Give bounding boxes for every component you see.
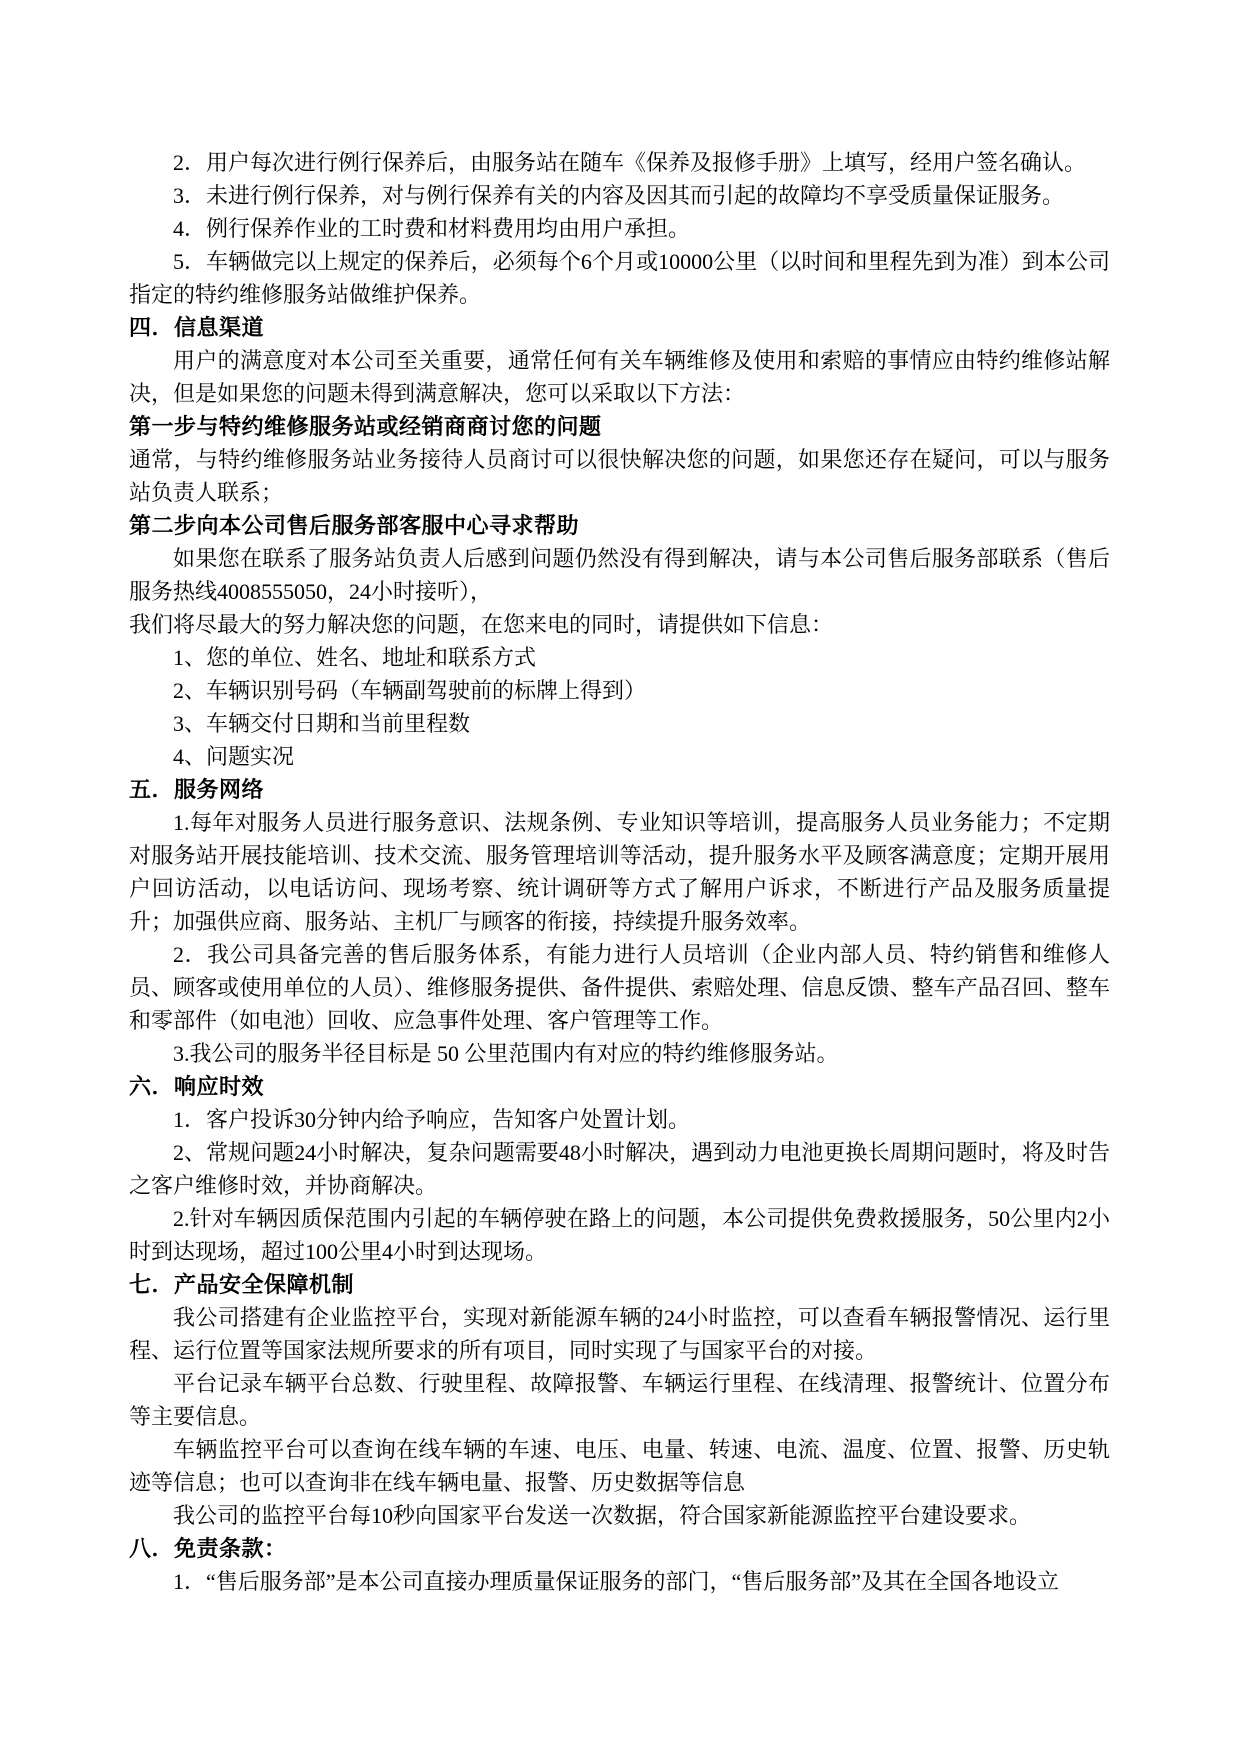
section-heading: 六．响应时效 (129, 1074, 265, 1099)
paragraph: 我公司搭建有企业监控平台，实现对新能源车辆的24小时监控，可以查看车辆报警情况、运行里程、运行位置等国家法规所要求的所有项目，同时实现了与国家平台的对接。 (129, 1305, 1110, 1363)
paragraph: 1.每年对服务人员进行服务意识、法规条例、专业知识等培训，提高服务人员业务能力；不定期对服务站开展技能培训、技术交流、服务管理培训等活动，提升服务水平及顾客满意度；定期开展用户回访活动，以电话访问、现场考察、统计调研等方式了解用户诉求，不断进行产品及服务质量提升；加强供应商、服务站、主机厂与顾客的衔接，持续提升服务效率。 (129, 810, 1110, 934)
paragraph: 用户的满意度对本公司至关重要，通常任何有关车辆维修及使用和索赔的事情应由特约维修站解决，但是如果您的问题未得到满意解决，您可以采取以下方法： (129, 348, 1110, 406)
paragraph: 3、车辆交付日期和当前里程数 (173, 711, 471, 736)
paragraph: 2.针对车辆因质保范围内引起的车辆停驶在路上的问题，本公司提供免费救援服务，50公里内2小时到达现场，超过100公里4小时到达现场。 (129, 1206, 1110, 1264)
paragraph: 如果您在联系了服务站负责人后感到问题仍然没有得到解决，请与本公司售后服务部联系（售后服务热线4008555050，24小时接听）， (129, 546, 1110, 604)
paragraph: 平台记录车辆平台总数、行驶里程、故障报警、车辆运行里程、在线清理、报警统计、位置分布等主要信息。 (129, 1371, 1110, 1429)
paragraph: 车辆监控平台可以查询在线车辆的车速、电压、电量、转速、电流、温度、位置、报警、历史轨迹等信息；也可以查询非在线车辆电量、报警、历史数据等信息 (129, 1437, 1110, 1495)
section-heading: 八．免责条款： (129, 1536, 287, 1561)
paragraph: 3.我公司的服务半径目标是 50 公里范围内有对应的特约维修服务站。 (173, 1041, 839, 1066)
paragraph: 通常，与特约维修服务站业务接待人员商讨可以很快解决您的问题，如果您还存在疑问，可以与服务站负责人联系； (129, 447, 1110, 505)
paragraph: 我们将尽最大的努力解决您的问题，在您来电的同时，请提供如下信息： (129, 612, 834, 637)
paragraph: 1、您的单位、姓名、地址和联系方式 (173, 645, 537, 670)
paragraph: 2．用户每次进行例行保养后，由服务站在随车《保养及报修手册》上填写，经用户签名确认。 (173, 150, 1087, 175)
paragraph: 2、车辆识别号码（车辆副驾驶前的标牌上得到） (173, 678, 647, 703)
section-heading: 七．产品安全保障机制 (129, 1272, 355, 1297)
step-heading: 第一步与特约维修服务站或经销商商讨您的问题 (129, 414, 602, 439)
paragraph: 4、问题实况 (173, 744, 295, 769)
paragraph: 我公司的监控平台每10秒向国家平台发送一次数据，符合国家新能源监控平台建设要求。 (173, 1503, 1032, 1528)
paragraph: 3．未进行例行保养，对与例行保养有关的内容及因其而引起的故障均不享受质量保证服务。 (173, 183, 1065, 208)
paragraph: 5．车辆做完以上规定的保养后，必须每个6个月或10000公里（以时间和里程先到为准）到本公司指定的特约维修服务站做维护保养。 (129, 249, 1110, 307)
section-heading: 五．服务网络 (129, 777, 265, 802)
paragraph: 1．“售后服务部”是本公司直接办理质量保证服务的部门，“售后服务部”及其在全国各地设立 (173, 1569, 1060, 1594)
document-content (129, 146, 1110, 1598)
section-heading: 四．信息渠道 (129, 315, 265, 340)
paragraph: 1．客户投诉30分钟内给予响应，告知客户处置计划。 (173, 1107, 691, 1132)
paragraph: 2、常规问题24小时解决，复杂问题需要48小时解决，遇到动力电池更换长周期问题时，将及时告之客户维修时效，并协商解决。 (129, 1140, 1110, 1198)
paragraph: 2．我公司具备完善的售后服务体系，有能力进行人员培训（企业内部人员、特约销售和维修人员、顾客或使用单位的人员）、维修服务提供、备件提供、索赔处理、信息反馈、整车产品召回、整车和零部件（如电池）回收、应急事件处理、客户管理等工作。 (129, 942, 1110, 1033)
paragraph: 4．例行保养作业的工时费和材料费用均由用户承担。 (173, 216, 691, 241)
step-heading: 第二步向本公司售后服务部客服中心寻求帮助 (129, 513, 580, 538)
